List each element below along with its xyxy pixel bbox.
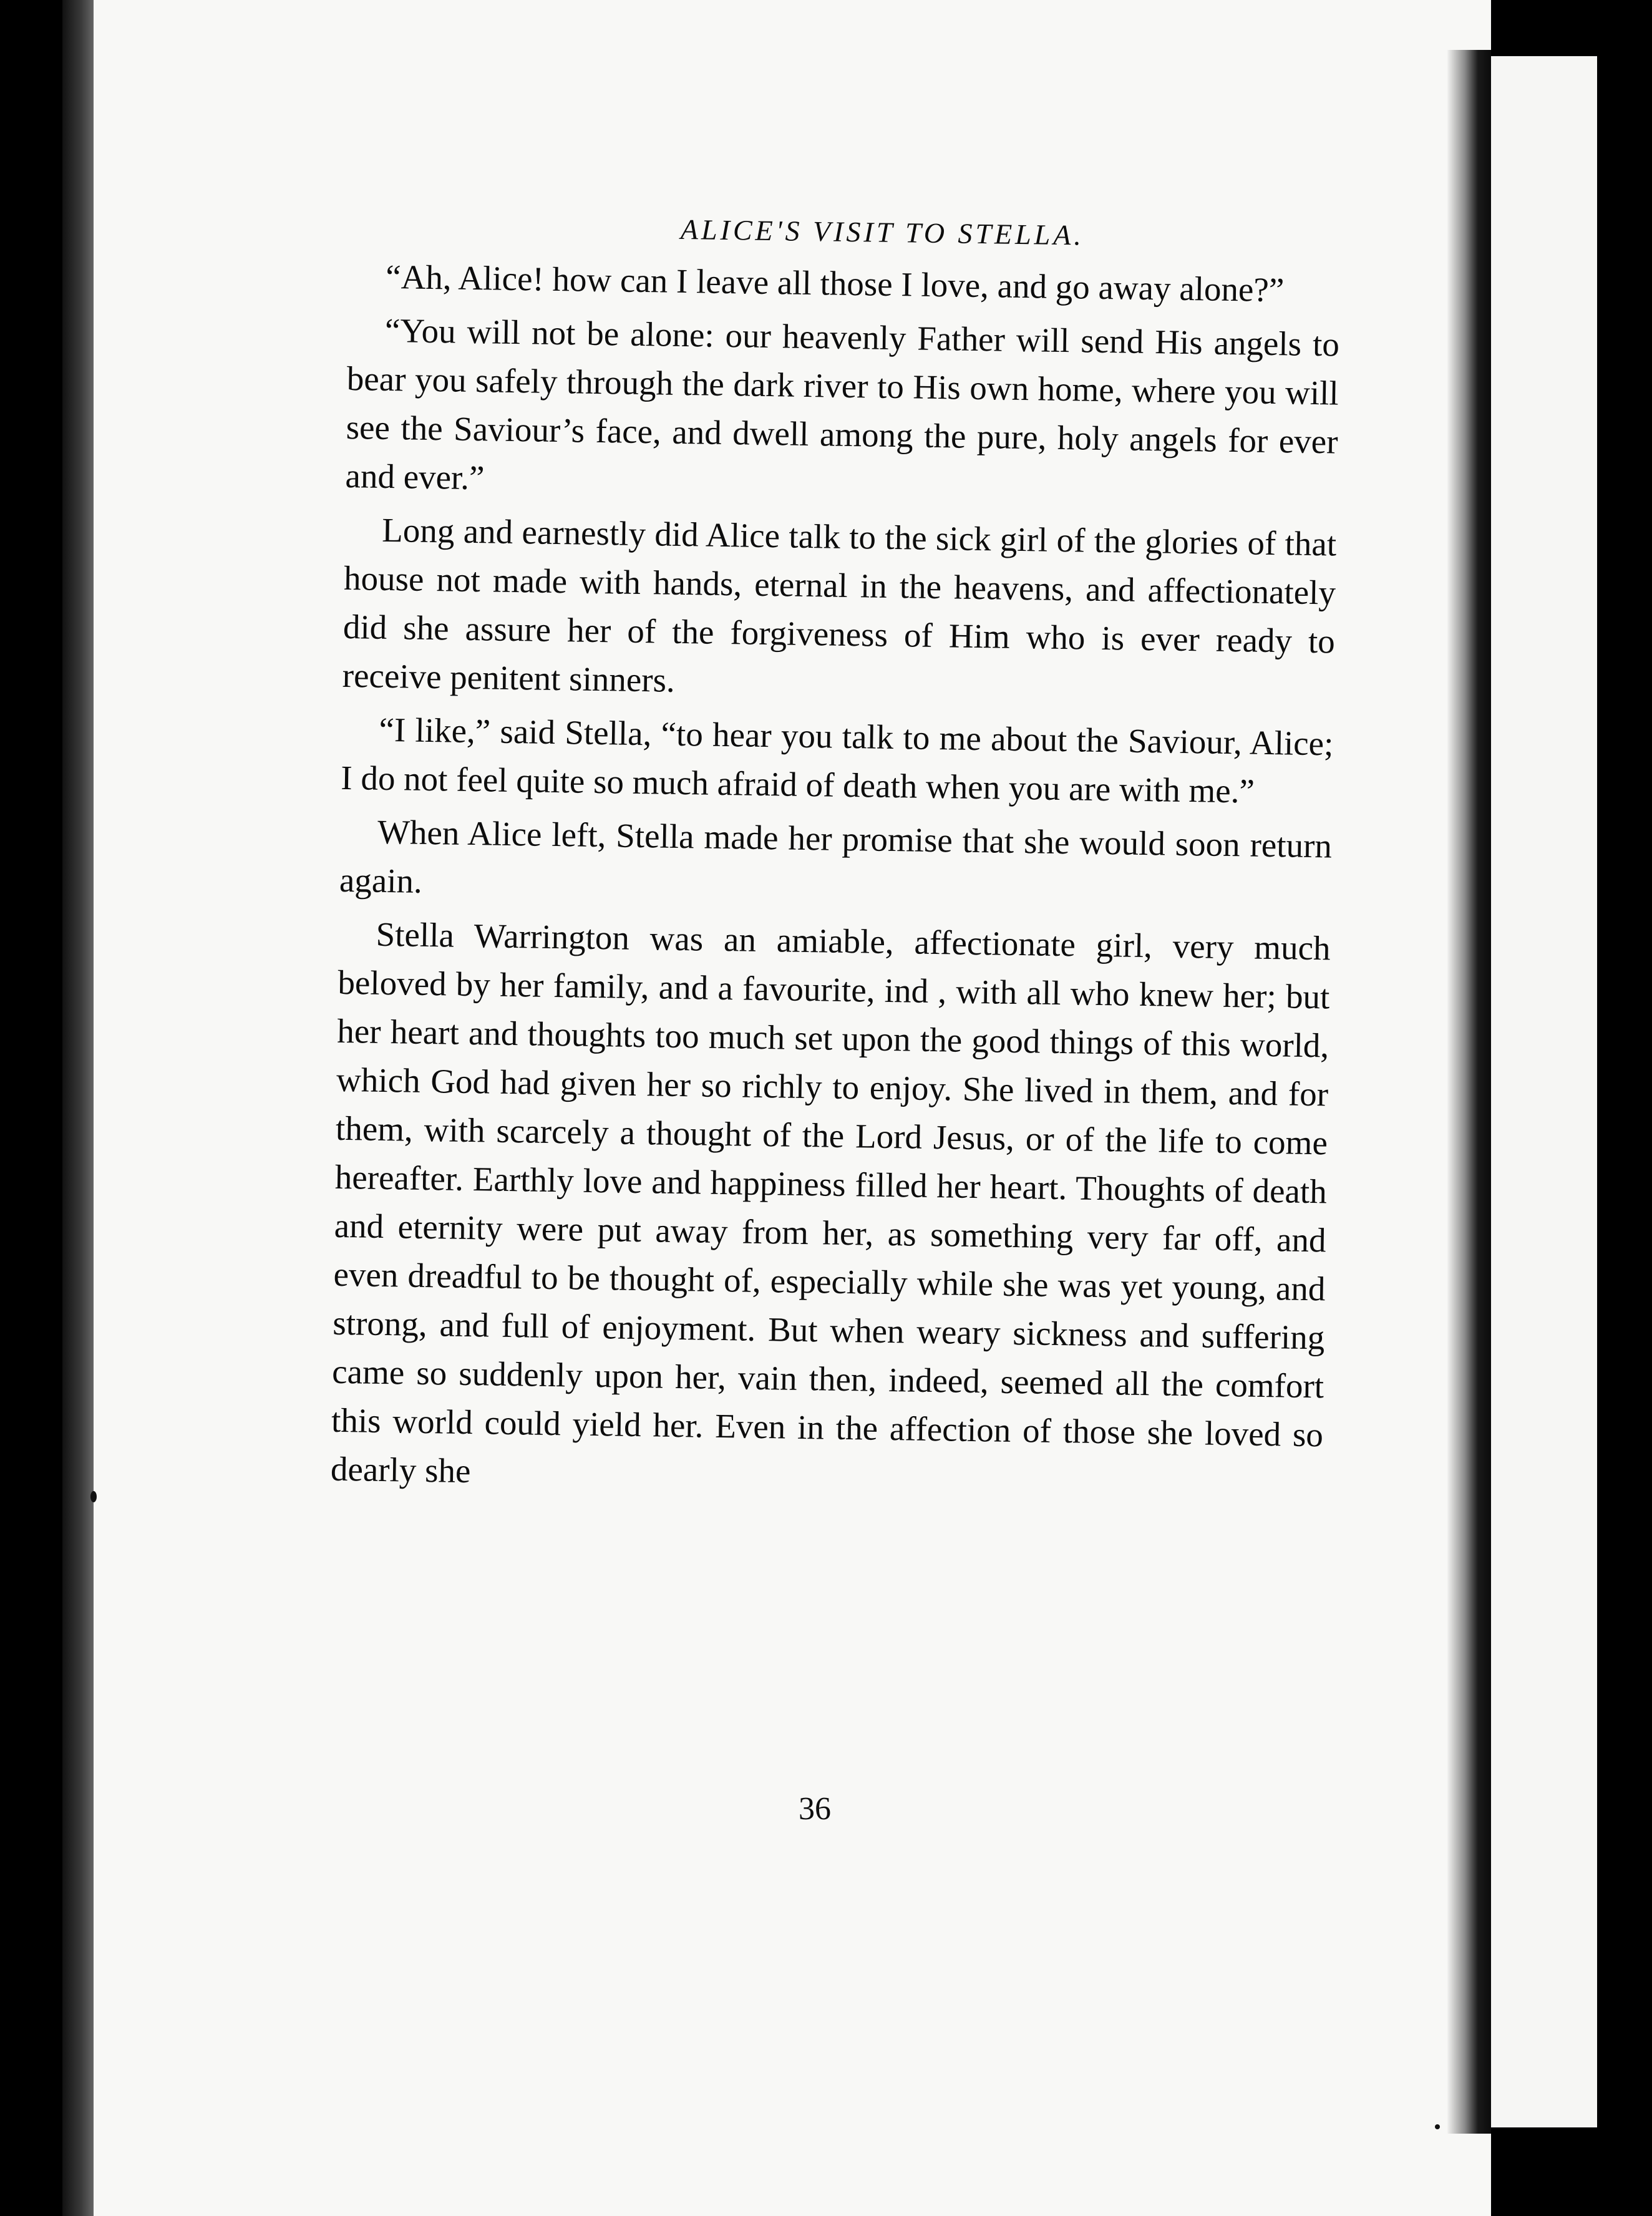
paragraph: Long and earnestly did Alice talk to the sick girl of the glories of that house not made with hands, eternal in the heavens, and affectionately did she assure her of the forgiveness of Him who is ever ready to receive penitent sinners.: [342, 510, 1337, 699]
paragraph: “Ah, Alice! how can I leave all those I love, and go away alone?”: [385, 257, 1285, 309]
paragraph: “I like,” said Stella, “to hear you talk to me about the Saviour, Alice; I do not feel quite so much afraid of death when you are with me.”: [340, 710, 1334, 810]
adjacent-page-edge: [1491, 56, 1597, 2127]
paragraph: Stella Warrington was an amiable, affectionate girl, very much beloved by her family, and a favourite, ind , with all who knew her; but her heart and thoughts too much set upon the good things of this world, which God had given her so richly to enjoy. She lived in them, and for them, with scarcely a thought of the Lord Jesus, or of the life to come hereafter. Earthly love and happiness filled her heart. Thoughts of death and eternity were put away from her, as something very far off, and even dreadful to be thought of, especially while she was yet young, and strong, and full of enjoyment. But when weary sickness and suffering came so suddenly upon her, vain then, indeed, seemed all the comfort this world could yield her. Even in the affection of those she loved so dearly she: [330, 915, 1331, 1490]
left-binding-edge: [62, 0, 94, 2216]
scan-speck: [90, 1491, 97, 1502]
paragraph: When Alice left, Stella made her promise that she would soon return again.: [339, 812, 1333, 900]
scan-speck: [1435, 2124, 1440, 2129]
spine-shadow: [1447, 50, 1491, 2134]
paragraph: “You will not be alone: our heavenly Father will send His angels to bear you safely through the dark river to His own home, where you will see the Saviour’s face, and dwell among the pure, holy angels for ever and ever.”: [345, 311, 1340, 497]
page-text: [330, 206, 1341, 1513]
running-head: ALICE'S VISIT TO STELLA.: [680, 213, 1085, 251]
page-number: 36: [799, 1791, 831, 1827]
